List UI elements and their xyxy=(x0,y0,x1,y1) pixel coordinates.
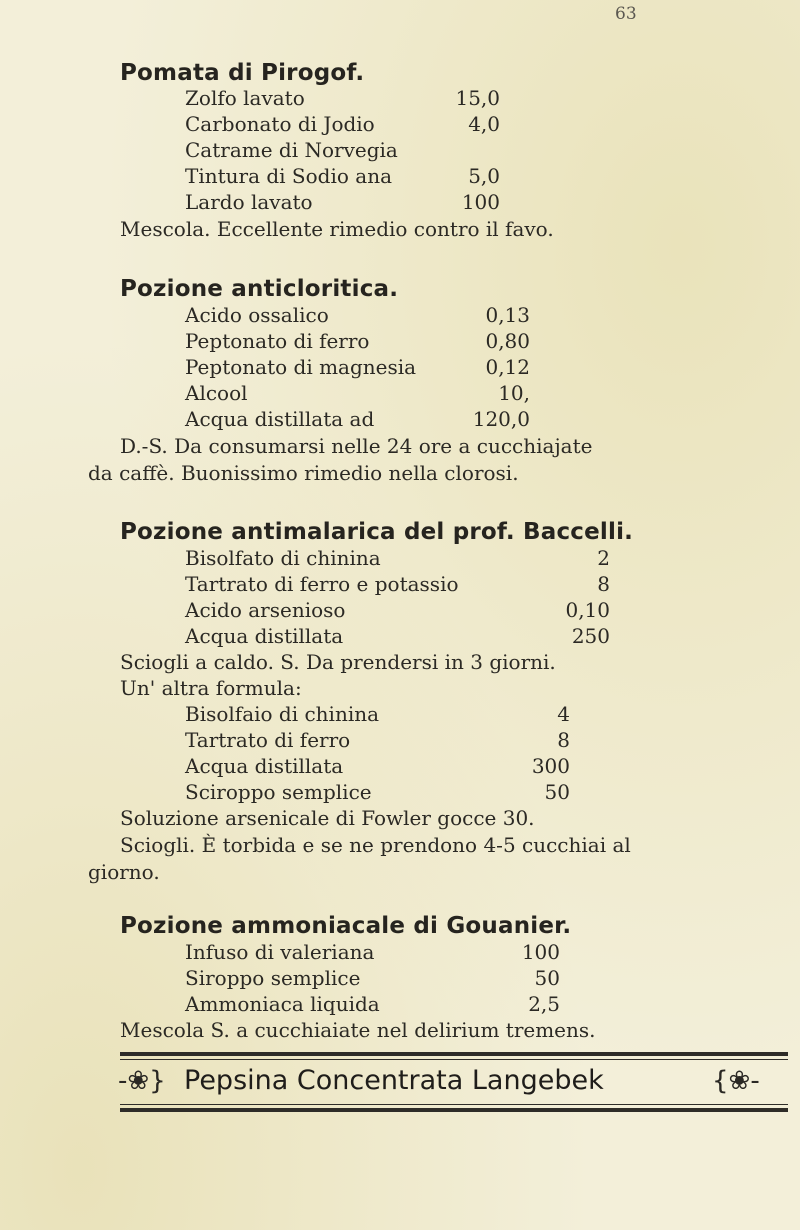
ingredient-name: Bisolfaio di chinina xyxy=(185,702,380,726)
ingredient-qty: 50 xyxy=(534,966,560,990)
ingredient-name: Acqua distillata xyxy=(185,624,344,648)
ingredient-name: Sciroppo semplice xyxy=(185,780,372,804)
section-tail-line: giorno. xyxy=(88,860,160,884)
section-note-line: da caffè. Buonissimo rimedio nella clorosi. xyxy=(88,461,519,485)
ingredient-qty: 8 xyxy=(557,728,570,752)
ingredient-qty: 15,0 xyxy=(455,86,500,110)
ingredient-name: Infuso di valeriana xyxy=(185,940,375,964)
left-ornament-icon: -❀} xyxy=(118,1066,166,1096)
ingredient-qty: 8 xyxy=(597,572,610,596)
section-note: Mescola. Eccellente rimedio contro il favo. xyxy=(120,217,554,241)
top-rule-thin xyxy=(120,1059,788,1060)
bottom-rule-thin xyxy=(120,1104,788,1105)
section-tail-line: Soluzione arsenicale di Fowler gocce 30. xyxy=(120,806,535,830)
section-note-line: D.-S. Da consumarsi nelle 24 ore a cucchiajate xyxy=(120,434,593,458)
ingredient-name: Acqua distillata ad xyxy=(185,407,375,431)
ingredient-name: Catrame di Norvegia xyxy=(185,138,398,162)
ingredient-name: Ammoniaca liquida xyxy=(185,992,380,1016)
section-note: Mescola S. a cucchiaiate nel delirium tremens. xyxy=(120,1018,596,1042)
top-rule xyxy=(120,1052,788,1056)
section-note-line: Sciogli a caldo. S. Da prendersi in 3 giorni. xyxy=(120,650,556,674)
ingredient-name: Tintura di Sodio ana xyxy=(185,164,393,188)
ingredient-qty: 4,0 xyxy=(468,112,500,136)
ingredient-name: Carbonato di Jodio xyxy=(185,112,375,136)
ingredient-qty: 4 xyxy=(557,702,570,726)
ingredient-name: Lardo lavato xyxy=(185,190,313,214)
right-ornament-icon: {❀- xyxy=(712,1066,760,1096)
ingredient-qty: 2 xyxy=(597,546,610,570)
ingredient-qty: 0,80 xyxy=(485,329,530,353)
ingredient-name: Peptonato di ferro xyxy=(185,329,370,353)
banner-text: Pepsina Concentrata Langebek xyxy=(184,1065,604,1096)
section-title-pozione-ammoniacale: Pozione ammoniacale di Gouanier. xyxy=(120,913,572,939)
section-title-pozione-anticloritica: Pozione anticloritica. xyxy=(120,276,399,302)
ingredient-name: Siroppo semplice xyxy=(185,966,361,990)
ingredient-qty: 0,10 xyxy=(565,598,610,622)
section-title-pozione-antimalarica: Pozione antimalarica del prof. Baccelli. xyxy=(120,519,634,545)
ingredient-name: Bisolfato di chinina xyxy=(185,546,381,570)
ingredient-qty: 120,0 xyxy=(472,407,530,431)
ingredient-qty: 50 xyxy=(544,780,570,804)
ingredient-name: Tartrato di ferro e potassio xyxy=(185,572,459,596)
section-tail-line: Sciogli. È torbida e se ne prendono 4-5 cucchiai al xyxy=(120,833,631,857)
ingredient-name: Zolfo lavato xyxy=(185,86,305,110)
ingredient-name: Peptonato di magnesia xyxy=(185,355,417,379)
section-title-pomata-pirogof: Pomata di Pirogof. xyxy=(120,60,365,86)
ingredient-qty: 300 xyxy=(531,754,570,778)
bottom-rule xyxy=(120,1108,788,1112)
ingredient-qty: 0,13 xyxy=(485,303,530,327)
section-note-line: Un' altra formula: xyxy=(120,676,302,700)
ingredient-qty: 2,5 xyxy=(528,992,560,1016)
ingredient-qty: 10, xyxy=(498,381,530,405)
page-number: 63 xyxy=(615,4,637,24)
ingredient-name: Acido arsenioso xyxy=(185,598,346,622)
ingredient-name: Acqua distillata xyxy=(185,754,344,778)
ingredient-qty: 100 xyxy=(521,940,560,964)
ingredient-qty: 5,0 xyxy=(468,164,500,188)
ingredient-name: Tartrato di ferro xyxy=(185,728,351,752)
ingredient-name: Alcool xyxy=(185,381,248,405)
ingredient-qty: 0,12 xyxy=(485,355,530,379)
ingredient-qty: 100 xyxy=(461,190,500,214)
ingredient-qty: 250 xyxy=(571,624,610,648)
ingredient-name: Acido ossalico xyxy=(185,303,329,327)
